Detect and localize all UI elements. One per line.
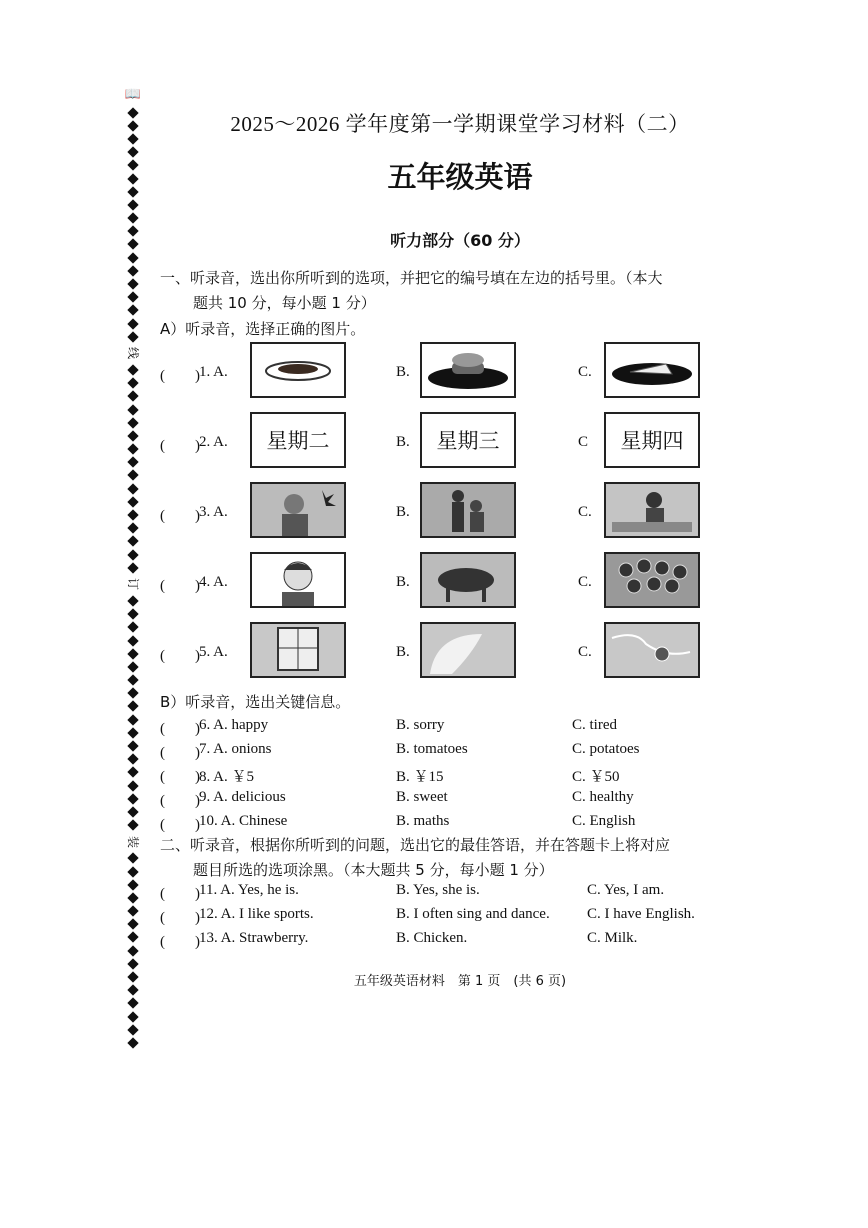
option-b: B. Yes, she is. [396, 882, 480, 898]
option-b: B. maths [396, 813, 450, 829]
option-a: 9. A. delicious [199, 789, 286, 805]
binding-margin-strip [118, 86, 148, 996]
question-number: 1. A. [199, 364, 228, 380]
diamond-mark [127, 443, 138, 454]
option-c: C. potatoes [572, 741, 640, 757]
diamond-mark [127, 549, 138, 560]
answer-bracket[interactable]: ( ) [160, 578, 200, 594]
option-b: B. ￥15 [396, 769, 444, 785]
diamond-mark [127, 866, 138, 877]
option-a: 6. A. happy [199, 717, 269, 733]
question-number: 2. A. [199, 434, 228, 450]
weekday-label: 星期四 [620, 429, 684, 453]
diamond-mark [127, 608, 138, 619]
diamond-mark [127, 186, 138, 197]
section1-instruction [160, 266, 760, 316]
answer-bracket[interactable]: ( ) [160, 793, 200, 809]
diamond-mark [127, 239, 138, 250]
diamond-mark [127, 945, 138, 956]
diamond-mark [127, 391, 138, 402]
margin-label: 订 [125, 578, 140, 591]
diamond-mark [127, 971, 138, 982]
smiling-boy-image [250, 552, 346, 608]
diamond-mark [127, 536, 138, 547]
option-letter: B. [396, 364, 410, 380]
option-c: C. English [572, 813, 636, 829]
margin-label: 装 [125, 835, 140, 848]
option-a: 11. A. Yes, he is. [199, 882, 299, 898]
instruction-line: 一、听录音，选出你所听到的选项，并把它的编号填在左边的括号里。（本大 [160, 269, 663, 287]
boy-with-headache-image [250, 482, 346, 538]
option-b: B. I often sing and dance. [396, 906, 550, 922]
diamond-mark [127, 595, 138, 606]
answer-bracket[interactable]: ( ) [160, 934, 200, 950]
option-a: 12. A. I like sports. [199, 906, 314, 922]
buffalo-image [420, 552, 516, 608]
diamond-mark [127, 879, 138, 890]
weekday-card [420, 412, 516, 468]
group-of-children-image [604, 552, 700, 608]
burger-plate-image [420, 342, 516, 398]
option-c: C. ￥50 [572, 769, 620, 785]
instruction-line: 题共 10 分，每小题 1 分） [193, 294, 376, 312]
diamond-mark [127, 905, 138, 916]
option-b: B. sweet [396, 789, 448, 805]
snail-image [604, 622, 700, 678]
answer-bracket[interactable]: ( ) [160, 769, 200, 785]
question-number: 3. A. [199, 504, 228, 520]
document-header: 2025～2026 学年度第一学期课堂学习材料（二） [230, 112, 690, 136]
option-b: B. sorry [396, 717, 445, 733]
diamond-mark [127, 120, 138, 131]
diamond-mark [127, 998, 138, 1009]
weekday-card [604, 412, 700, 468]
partB-title: B）听录音，选出关键信息。 [160, 693, 351, 711]
boy-at-desk-image [604, 482, 700, 538]
diamond-mark [127, 688, 138, 699]
answer-bracket[interactable]: ( ) [160, 910, 200, 926]
diamond-mark [127, 562, 138, 573]
diamond-mark [127, 509, 138, 520]
steak-plate-image [250, 342, 346, 398]
diamond-mark [127, 932, 138, 943]
option-letter: B. [396, 434, 410, 450]
weekday-label: 星期三 [436, 429, 500, 453]
diamond-mark [127, 199, 138, 210]
diamond-mark [127, 661, 138, 672]
answer-bracket[interactable]: ( ) [160, 745, 200, 761]
diamond-mark [127, 265, 138, 276]
diamond-mark [127, 648, 138, 659]
diamond-mark [127, 523, 138, 534]
answer-bracket[interactable]: ( ) [160, 721, 200, 737]
diamond-mark [127, 674, 138, 685]
diamond-mark [127, 212, 138, 223]
window-image [250, 622, 346, 678]
partA-title: A）听录音，选择正确的图片。 [160, 320, 366, 338]
option-letter: C. [578, 504, 592, 520]
diamond-mark [127, 496, 138, 507]
answer-bracket[interactable]: ( ) [160, 817, 200, 833]
diamond-mark [127, 417, 138, 428]
answer-bracket[interactable]: ( ) [160, 368, 200, 384]
diamond-mark [127, 701, 138, 712]
option-letter: C [578, 434, 589, 450]
diamond-mark [127, 985, 138, 996]
option-letter: C. [578, 364, 592, 380]
answer-bracket[interactable]: ( ) [160, 886, 200, 902]
diamond-mark [127, 404, 138, 415]
diamond-mark [127, 318, 138, 329]
diamond-mark [127, 430, 138, 441]
diamond-mark [127, 470, 138, 481]
option-b: B. tomatoes [396, 741, 468, 757]
option-a: 8. A. ￥5 [199, 769, 255, 785]
page-title: 五年级英语 [387, 160, 533, 194]
diamond-mark [127, 727, 138, 738]
instruction-line: 二、听录音，根据你所听到的问题，选出它的最佳答语，并在答题卡上将对应 [160, 836, 671, 854]
diamond-mark [127, 635, 138, 646]
diamond-mark [127, 780, 138, 791]
diamond-mark [127, 1037, 138, 1048]
option-letter: B. [396, 504, 410, 520]
section-heading: 听力部分（60 分） [390, 231, 530, 250]
diamond-mark [127, 226, 138, 237]
section2-instruction [160, 833, 760, 883]
diamond-mark [127, 173, 138, 184]
diamond-mark [127, 714, 138, 725]
weekday-label: 星期二 [266, 429, 330, 453]
option-c: C. Milk. [587, 930, 638, 946]
page-footer: 五年级英语材料 第 1 页 (共 6 页) [353, 974, 567, 989]
diamond-mark [127, 146, 138, 157]
diamond-mark [127, 160, 138, 171]
instruction-line: 题目所选的选项涂黑。（本大题共 5 分，每小题 1 分） [193, 861, 554, 879]
leaf-image [420, 622, 516, 678]
diamond-mark [127, 377, 138, 388]
diamond-mark [127, 958, 138, 969]
diamond-mark [127, 278, 138, 289]
diamond-mark [127, 853, 138, 864]
diamond-mark [127, 819, 138, 830]
diamond-mark [127, 1024, 138, 1035]
answer-bracket[interactable]: ( ) [160, 508, 200, 524]
diamond-mark [127, 892, 138, 903]
option-a: 13. A. Strawberry. [199, 930, 309, 946]
diamond-mark [127, 107, 138, 118]
diamond-mark [127, 252, 138, 263]
option-c: C. I have English. [587, 906, 695, 922]
book-icon: 📖 [124, 86, 142, 101]
diamond-mark [127, 767, 138, 778]
diamond-mark [127, 364, 138, 375]
diamond-mark [127, 305, 138, 316]
question-number: 4. A. [199, 574, 228, 590]
diamond-mark [127, 457, 138, 468]
diamond-mark [127, 331, 138, 342]
sandwich-plate-image [604, 342, 700, 398]
option-letter: B. [396, 574, 410, 590]
kids-helping-image [420, 482, 516, 538]
option-a: 10. A. Chinese [199, 813, 288, 829]
diamond-mark [127, 483, 138, 494]
option-a: 7. A. onions [199, 741, 272, 757]
answer-bracket[interactable]: ( ) [160, 648, 200, 664]
option-c: C. healthy [572, 789, 634, 805]
diamond-mark [127, 1011, 138, 1022]
weekday-card [250, 412, 346, 468]
option-letter: C. [578, 574, 592, 590]
diamond-mark [127, 622, 138, 633]
option-b: B. Chicken. [396, 930, 468, 946]
diamond-mark [127, 754, 138, 765]
option-c: C. tired [572, 717, 617, 733]
option-letter: C. [578, 644, 592, 660]
diamond-mark [127, 133, 138, 144]
diamond-mark [127, 793, 138, 804]
diamond-mark [127, 292, 138, 303]
diamond-mark [127, 740, 138, 751]
option-c: C. Yes, I am. [587, 882, 665, 898]
diamond-mark [127, 806, 138, 817]
option-letter: B. [396, 644, 410, 660]
diamond-mark [127, 919, 138, 930]
answer-bracket[interactable]: ( ) [160, 438, 200, 454]
margin-label: 线 [125, 347, 140, 360]
question-number: 5. A. [199, 644, 228, 660]
